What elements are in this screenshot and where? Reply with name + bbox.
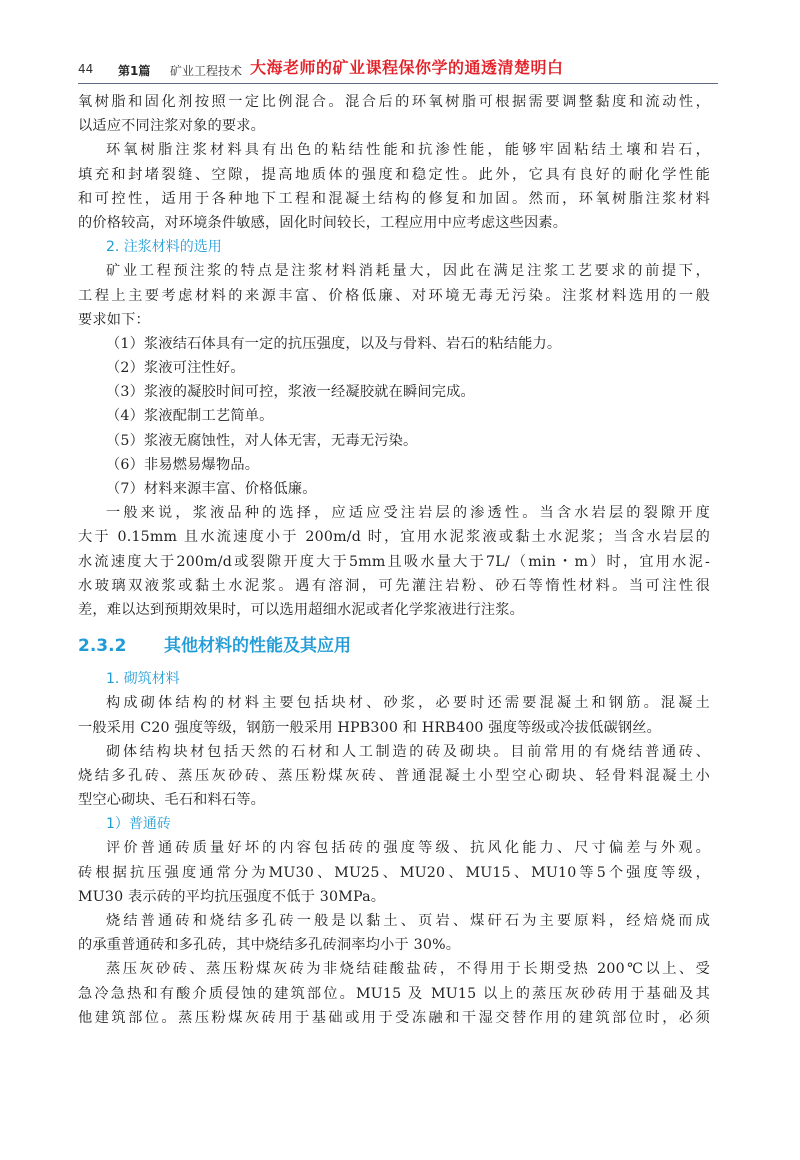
- section-number: 2.3.2: [78, 636, 127, 657]
- page-number: 44: [78, 62, 94, 76]
- paragraph-line: 工程上主要考虑材料的来源丰富、价格低廉、对环境无毒无污染。注浆材料选用的一般: [78, 287, 710, 304]
- paragraph-line: 差，难以达到预期效果时，可以选用超细水泥或者化学浆液进行注浆。: [78, 601, 525, 618]
- list-item: （6）非易燃易爆物品。: [106, 456, 260, 473]
- paragraph-line: 他建筑部位。蒸压粉煤灰砖用于基础或用于受冻融和干湿交替作用的建筑部位时，必须: [78, 1009, 710, 1026]
- subheading-common-brick: 1）普通砖: [106, 816, 171, 833]
- paragraph-line: 评价普通砖质量好坏的内容包括砖的强度等级、抗风化能力、尺寸偏差与外观。: [106, 840, 710, 857]
- paragraph-line: 型空心砌块、毛石和料石等。: [78, 792, 266, 809]
- page-body: [78, 90, 710, 1030]
- list-item: （5）浆液无腐蚀性，对人体无害，无毒无污染。: [106, 432, 418, 449]
- paragraph-line: 水流速度大于200m/d或裂隙开度大于5mm且吸水量大于7L/（min・m）时，宜用水泥-: [78, 553, 710, 570]
- list-item: （3）浆液的凝胶时间可控，浆液一经凝胶就在瞬间完成。: [106, 384, 475, 401]
- paragraph-line: 一般来说，浆液品种的选择，应适应受注岩层的渗透性。当含水岩层的裂隙开度: [106, 505, 710, 522]
- list-item: （7）材料来源丰富、价格低廉。: [106, 481, 317, 497]
- paragraph-line: 烧结普通砖和烧结多孔砖一般是以黏土、页岩、煤矸石为主要原料，经焙烧而成: [106, 913, 710, 929]
- paragraph-line: 一般采用 C20 强度等级，钢筋一般采用 HPB300 和 HRB400 强度等级或冷拔低碳钢丝。: [78, 719, 662, 736]
- section-heading: [78, 628, 710, 664]
- paragraph-line: 水玻璃双液浆或黏土水泥浆。遇有溶洞，可先灌注岩粉、砂石等惰性材料。当可注性很: [78, 577, 710, 594]
- subheading-material-selection: 2. 注浆材料的选用: [106, 239, 222, 256]
- paragraph-line: 烧结多孔砖、蒸压灰砂砖、蒸压粉煤灰砖、普通混凝土小型空心砌块、轻骨料混凝土小: [78, 767, 710, 784]
- paragraph-line: 以适应不同注浆对象的要求。: [78, 118, 266, 135]
- page-header: [78, 54, 718, 82]
- paragraph-line: 大于 0.15mm 且水流速度小于 200m/d 时，宜用水泥浆液或黏土水泥浆；当含水岩层的: [78, 529, 710, 546]
- paragraph-line: 填充和封堵裂缝、空隙，提高地质体的强度和稳定性。此外，它具有良好的耐化学性能: [78, 166, 710, 183]
- paragraph-line: MU30 表示砖的平均抗压强度不低于 30MPa。: [78, 888, 386, 905]
- paragraph-line: 的价格较高，对环境条件敏感，固化时间较长，工程应用中应考虑这些因素。: [78, 214, 568, 231]
- list-item: （1）浆液结石体具有一定的抗压强度，以及与骨料、岩石的粘结能力。: [106, 335, 562, 352]
- watermark-banner: 大海老师的矿业课程保你学的通透清楚明白: [250, 58, 564, 77]
- header-divider: [78, 83, 718, 84]
- paragraph-line: 砌体结构块材包括天然的石材和人工制造的砖及砌块。目前常用的有烧结普通砖、: [106, 743, 710, 760]
- paragraph-line: 矿业工程预注浆的特点是注浆材料消耗量大，因此在满足注浆工艺要求的前提下，: [106, 263, 710, 280]
- paragraph-line: 蒸压灰砂砖、蒸压粉煤灰砖为非烧结硅酸盐砖，不得用于长期受热 200℃以上、受: [106, 961, 710, 978]
- list-item: （4）浆液配制工艺简单。: [106, 408, 274, 425]
- section-title: 其他材料的性能及其应用: [164, 636, 351, 657]
- paragraph-line: 要求如下：: [78, 311, 150, 328]
- chapter-label: 第1篇: [118, 64, 151, 78]
- paragraph-line: 和可控性，适用于各种地下工程和混凝土结构的修复和加固。然而，环氧树脂注浆材料: [78, 190, 710, 207]
- book-title: 矿业工程技术: [170, 64, 243, 78]
- subheading-masonry-materials: 1. 砌筑材料: [106, 671, 180, 688]
- list-item: （2）浆液可注性好。: [106, 360, 245, 377]
- paragraph-line: 氧树脂和固化剂按照一定比例混合。混合后的环氧树脂可根据需要调整黏度和流动性，: [78, 94, 710, 110]
- paragraph-line: 急冷急热和有酸介质侵蚀的建筑部位。MU15 及 MU15 以上的蒸压灰砂砖用于基础及其: [78, 985, 710, 1002]
- paragraph-line: 环氧树脂注浆材料具有出色的粘结性能和抗渗性能，能够牢固粘结土壤和岩石，: [106, 142, 710, 159]
- paragraph-line: 的承重普通砖和多孔砖，其中烧结多孔砖洞率均小于 30%。: [78, 937, 461, 954]
- paragraph-line: 砖根据抗压强度通常分为MU30、MU25、MU20、MU15、MU10等5个强度等级，: [78, 864, 710, 881]
- paragraph-line: 构成砌体结构的材料主要包括块材、砂浆，必要时还需要混凝土和钢筋。混凝土: [106, 695, 710, 712]
